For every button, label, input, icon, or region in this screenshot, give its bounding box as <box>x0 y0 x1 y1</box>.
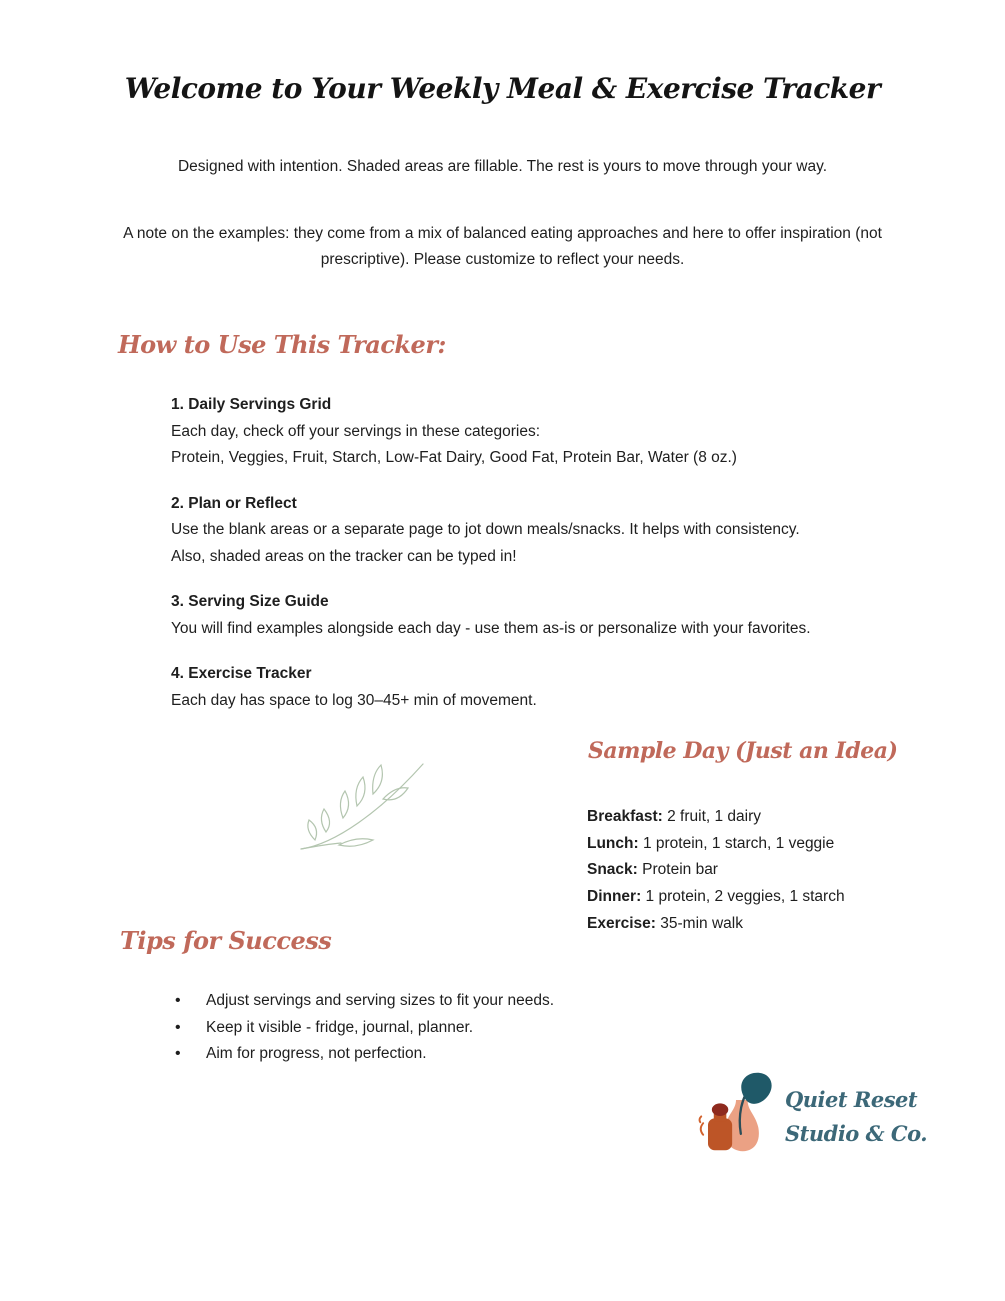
note-text: A note on the examples: they come from a mix of balanced eating approaches and here to offer inspiration (not prescriptive). Please customize to reflect your needs. <box>123 225 882 268</box>
how-to-sections <box>171 392 915 733</box>
tips-heading: Tips for Success <box>120 926 332 955</box>
section-exercise-tracker <box>171 661 915 714</box>
sample-day-item <box>587 884 845 911</box>
section-heading: 1. Daily Servings Grid <box>171 396 332 413</box>
how-to-heading: How to Use This Tracker: <box>118 330 446 359</box>
meal-value: 35-min walk <box>655 914 743 932</box>
section-line: Each day, check off your servings in these categories: <box>171 422 541 440</box>
section-plan-or-reflect <box>171 491 915 571</box>
brand-name-line1: Quiet Reset <box>785 1087 918 1112</box>
meal-value: 1 protein, 2 veggies, 1 starch <box>641 888 845 906</box>
sample-day-item <box>587 831 845 858</box>
meal-value: 1 protein, 1 starch, 1 veggie <box>638 834 835 852</box>
brand-name-line2: Studio & Co. <box>785 1121 928 1146</box>
section-heading: 3. Serving Size Guide <box>171 593 329 610</box>
page-title: Welcome to Your Weekly Meal & Exercise Tracker <box>124 72 881 105</box>
sample-day-list <box>587 804 845 938</box>
tips-list <box>171 988 915 1068</box>
section-daily-servings-grid <box>171 392 915 472</box>
section-line: Also, shaded areas on the tracker can be typed in! <box>171 547 517 565</box>
meal-label: Lunch: <box>587 834 639 852</box>
tip-item: • Aim for progress, not perfection. <box>171 1041 915 1068</box>
meal-label: Dinner: <box>587 888 642 906</box>
meal-value: Protein bar <box>637 861 718 879</box>
leaf-branch-sketch-icon <box>295 752 440 862</box>
meal-label: Exercise: <box>587 914 656 932</box>
sample-day-item <box>587 911 845 938</box>
meal-label: Breakfast: <box>587 808 663 825</box>
brand-logo <box>695 1072 927 1162</box>
tip-item: • Keep it visible - fridge, journal, planner. <box>171 1015 915 1042</box>
meal-value: 2 fruit, 1 dairy <box>662 808 762 825</box>
section-line: Use the blank areas or a separate page to jot down meals/snacks. It helps with consistency. <box>171 521 800 538</box>
sample-day-item <box>587 804 845 831</box>
section-line: Protein, Veggies, Fruit, Starch, Low-Fat Dairy, Good Fat, Protein Bar, Water (8 oz.) <box>171 449 737 466</box>
section-line: Each day has space to log 30–45+ min of movement. <box>171 691 537 709</box>
meal-label: Snack: <box>587 861 638 879</box>
section-line: You will find examples alongside each day - use them as-is or personalize with your favorites. <box>171 619 811 637</box>
tip-item: • Adjust servings and serving sizes to fit your needs. <box>171 988 915 1015</box>
section-heading: 4. Exercise Tracker <box>171 665 312 682</box>
brand-name <box>785 1083 927 1151</box>
section-serving-size-guide <box>171 589 915 642</box>
vases-with-leaf-icon <box>695 1072 777 1162</box>
section-heading: 2. Plan or Reflect <box>171 494 297 512</box>
intro-text: Designed with intention. Shaded areas are fillable. The rest is yours to move through your way. <box>177 158 828 175</box>
sample-day-heading: Sample Day (Just an Idea) <box>588 738 898 764</box>
sample-day-item <box>587 857 845 884</box>
